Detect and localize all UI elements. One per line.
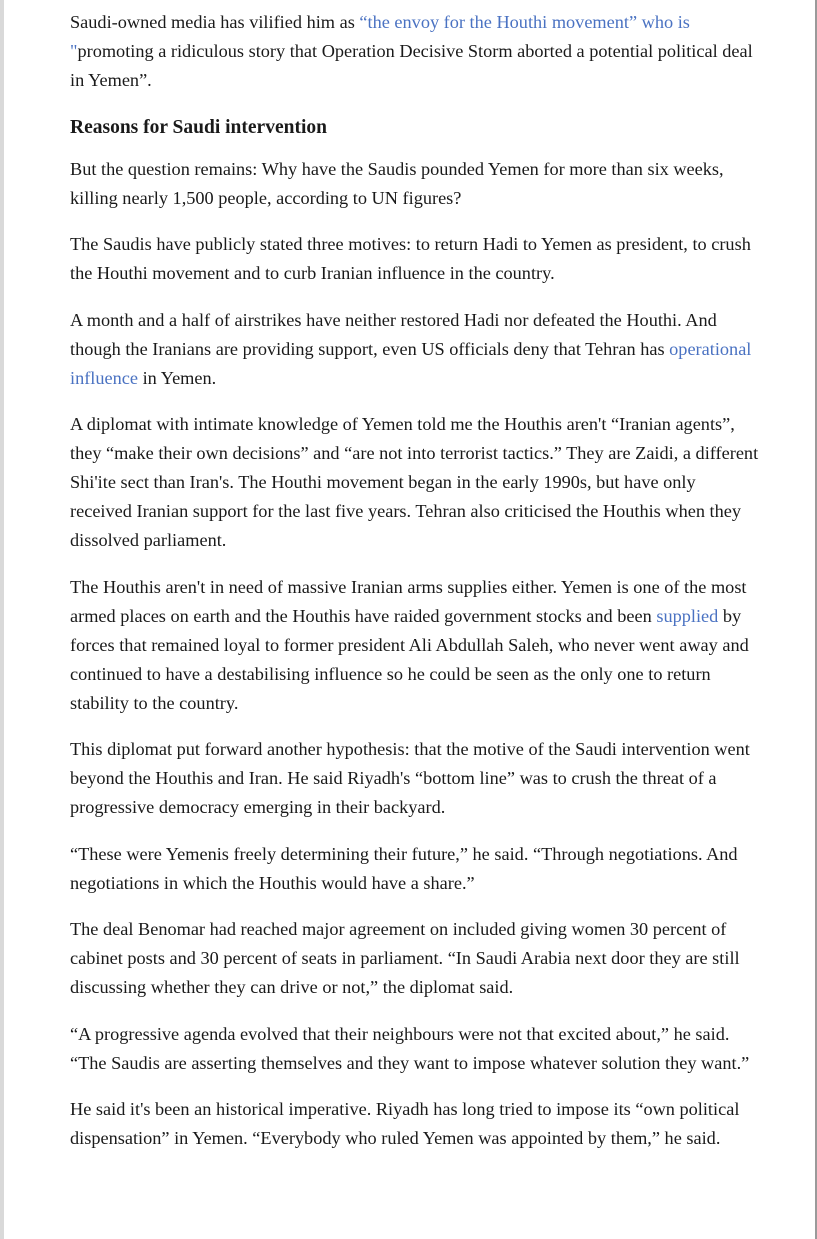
paragraph: A diplomat with intimate knowledge of Yemen told me the Houthis aren't “Iranian agents”, they “make their own decisions” and “are not into terrorist tactics.” They are Zaidi, a different Shi'ite sect than Iran's. The Houthi movement began in the early 1990s, but have only received Iranian support for the last five years. Tehran also criticised the Houthis when they dissolved parliament. (70, 414, 759, 550)
paragraph: “These were Yemenis freely determining their future,” he said. “Through negotiations. And negotiations in which the Houthis would have a share.” (70, 843, 738, 893)
left-page-edge (0, 0, 4, 1239)
envoy-quote-link[interactable]: “the envoy for the Houthi movement” who is " (70, 12, 690, 61)
paragraph: The deal Benomar had reached major agreement on included giving women 30 percent of cabinet posts and 30 percent of seats in parliament. “In Saudi Arabia next door they are still discussing whether they can drive or not,” the diplomat said. (70, 919, 740, 997)
article-body (70, 8, 760, 1171)
paragraph: This diplomat put forward another hypothesis: that the motive of the Saudi intervention went beyond the Houthis and Iran. He said Riyadh's “bottom line” was to crush the threat of a progressive democracy emerging in their backyard. (70, 739, 750, 817)
paragraph: A month and a half of airstrikes have neither restored Hadi nor defeated the Houthi. And though the Iranians are providing support, even US officials deny that Tehran has operational influence in Yemen. (70, 309, 752, 388)
supplied-link[interactable]: supplied (656, 605, 719, 626)
paragraph: The Saudis have publicly stated three motives: to return Hadi to Yemen as president, to crush the Houthi movement and to curb Iranian influence in the country. (70, 234, 751, 283)
paragraph: Saudi-owned media has vilified him as “the envoy for the Houthi movement” who is "promoting a ridiculous story that Operation Decisive Storm aborted a potential political deal in Yemen”. (70, 12, 753, 90)
paragraph: The Houthis aren't in need of massive Iranian arms supplies either. Yemen is one of the most armed places on earth and the Houthis have raided government stocks and been supplied by forces that remained loyal to former president Ali Abdullah Saleh, who never went away and continued to have a destabilising influence so he could be seen as the only one to return stability to the country. (70, 576, 749, 713)
paragraph: He said it's been an historical imperative. Riyadh has long tried to impose its “own political dispensation” in Yemen. “Everybody who ruled Yemen was appointed by them,” he said. (70, 1099, 740, 1148)
operational-influence-link[interactable]: operational influence (70, 338, 752, 388)
paragraph: But the question remains: Why have the Saudis pounded Yemen for more than six weeks, killing nearly 1,500 people, according to UN figures? (70, 158, 724, 208)
section-heading: Reasons for Saudi intervention (70, 116, 327, 138)
paragraph: “A progressive agenda evolved that their neighbours were not that excited about,” he said. “The Saudis are asserting themselves and they want to impose whatever solution they want.” (70, 1023, 750, 1073)
